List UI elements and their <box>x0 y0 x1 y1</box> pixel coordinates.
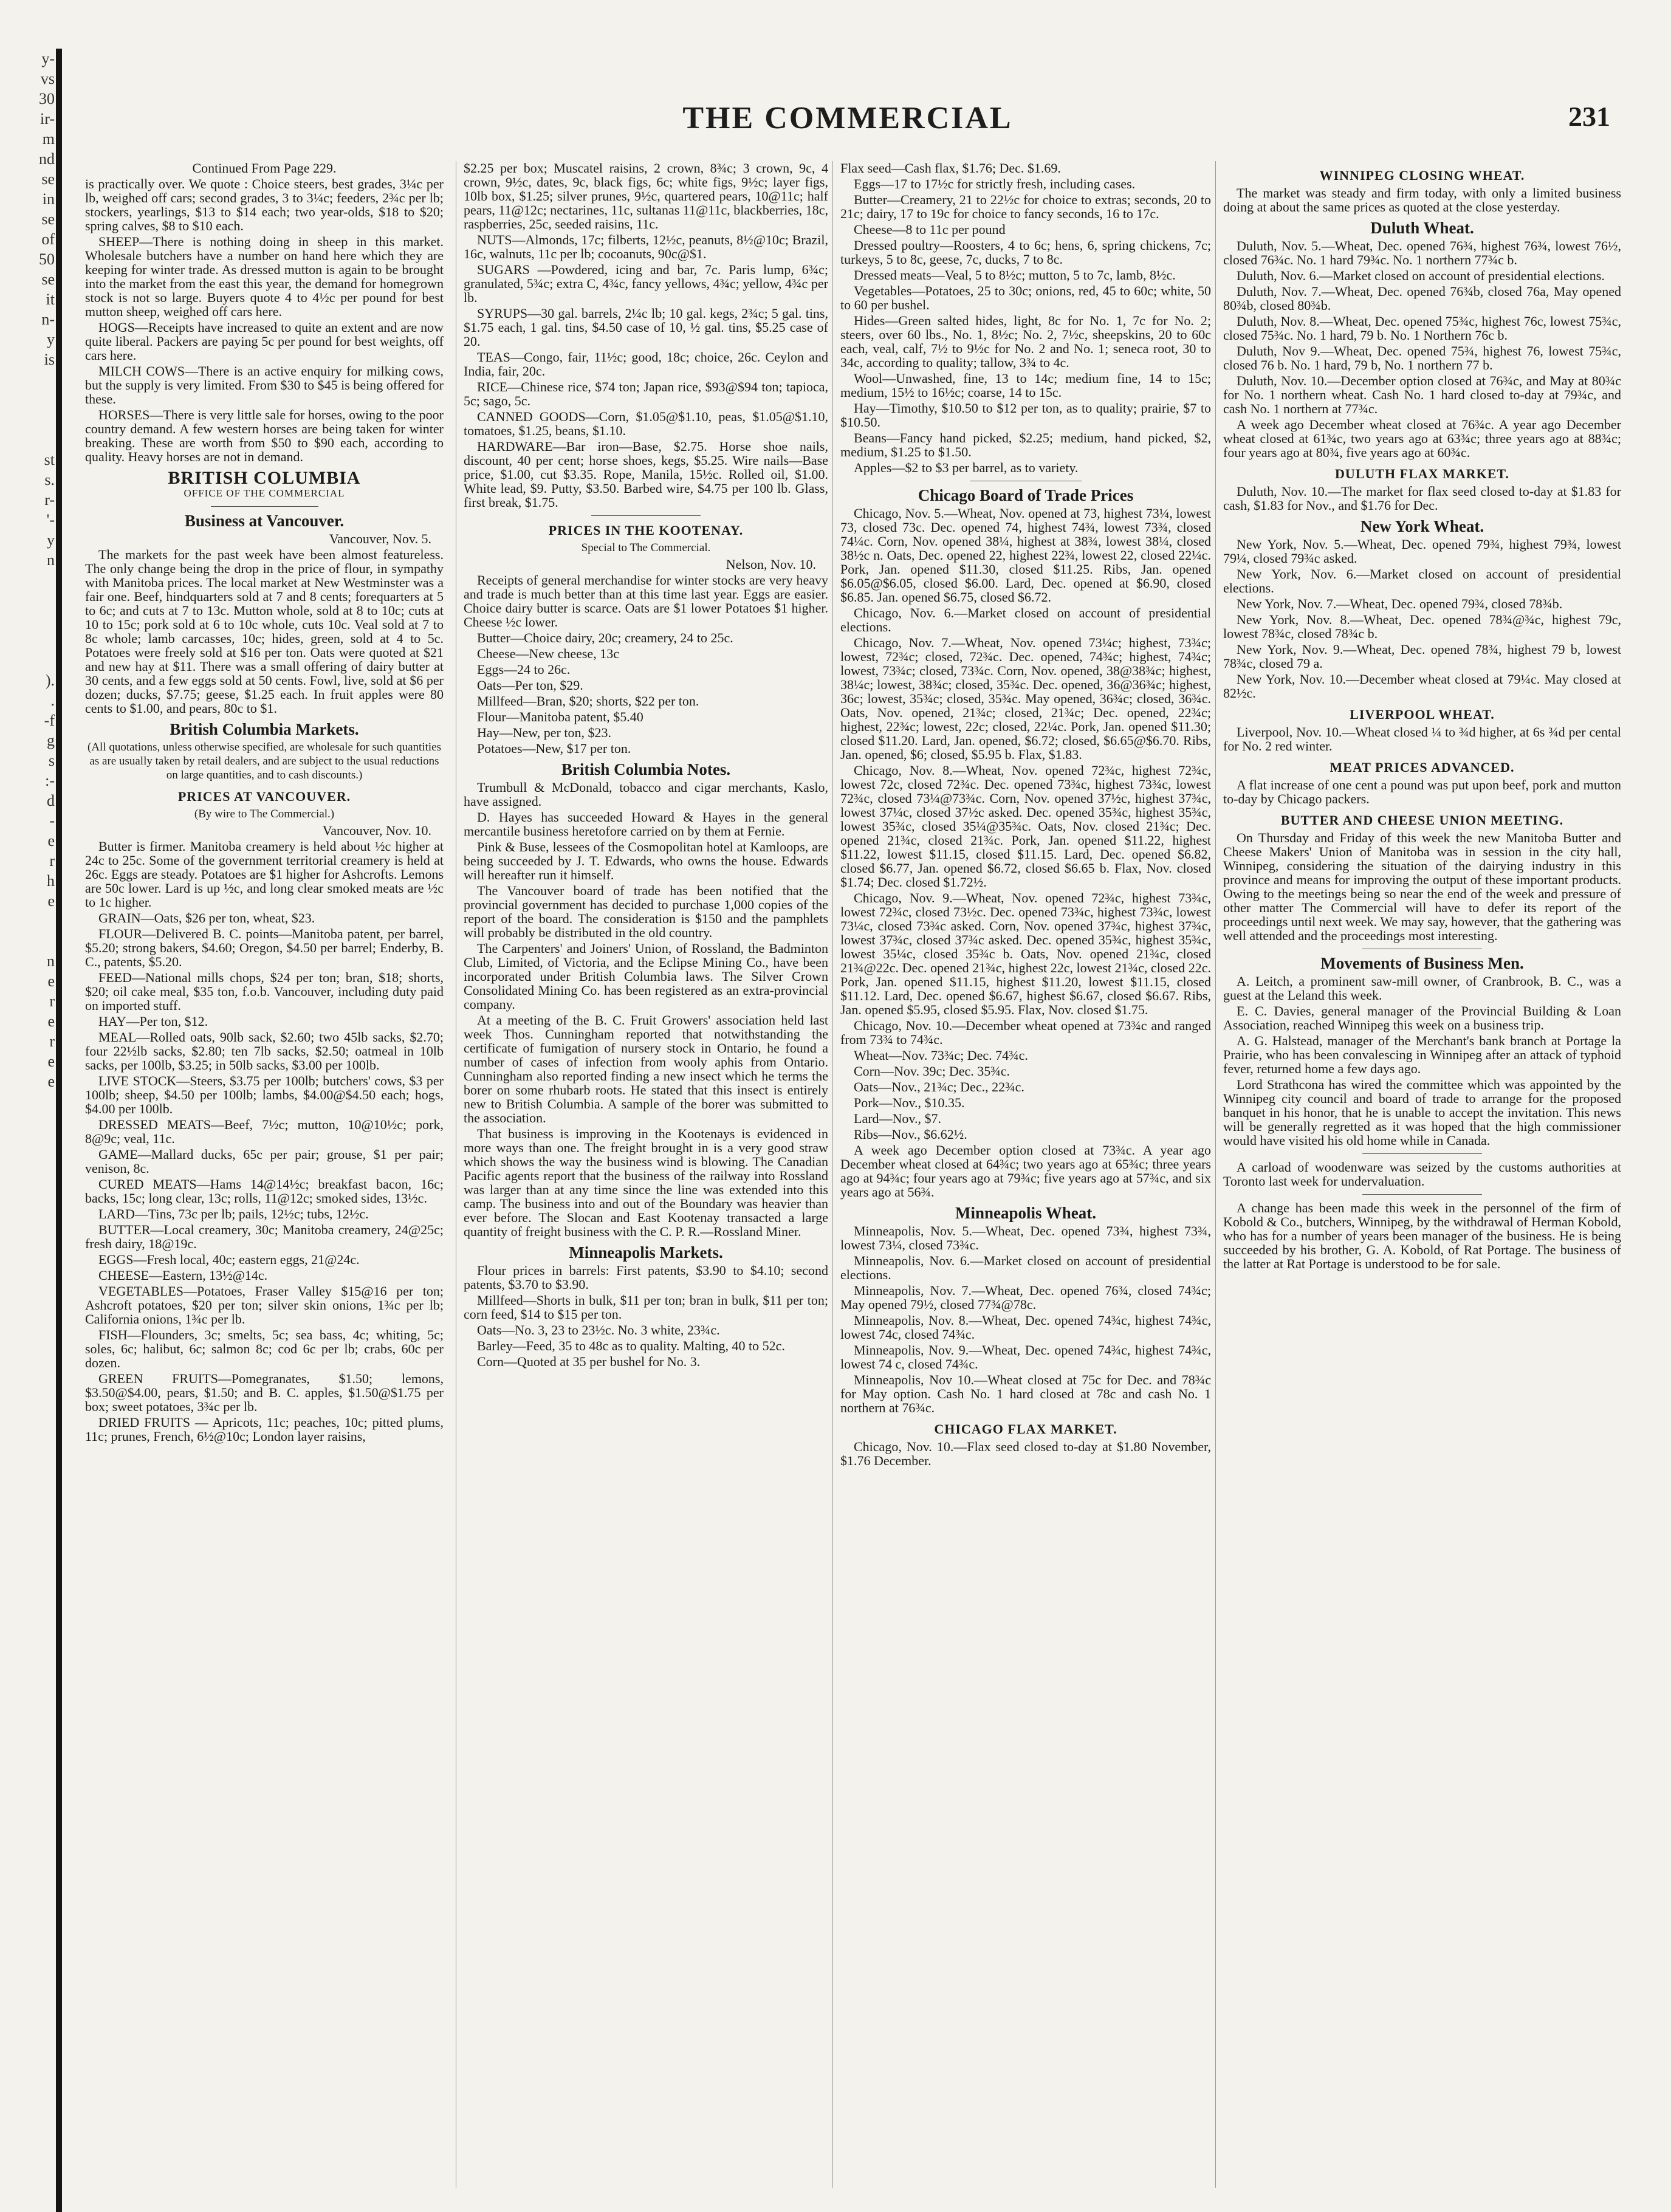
paragraph: A. G. Halstead, manager of the Merchant's bank branch at Portage la Prairie, who has been convalescing in Winnipeg after an attack of typhoid fever, returned home a few days ago. <box>1223 1033 1621 1076</box>
market-report: Chicago, Nov. 6.—Market closed on account of presidential elections. <box>840 605 1211 634</box>
price-entry: NUTS—Almonds, 17c; filberts, 12½c, peanuts, 8½@10c; Brazil, 16c, walnuts, 11c per lb; cocoanuts, 90c@$1. <box>464 232 828 261</box>
market-report: Minneapolis, Nov. 6.—Market closed on account of presidential elections. <box>840 1253 1211 1282</box>
price-entry: HAY—Per ton, $12. <box>98 1014 208 1029</box>
price-entry: CURED MEATS—Hams 14@14½c; breakfast bacon, 16c; backs, 15c; long clear, 13c; rolls, 11@12c; smoked sides, 13½c. <box>85 1176 444 1206</box>
price-entry: Eggs—17 to 17½c for strictly fresh, including cases. <box>854 176 1136 191</box>
market-report: Duluth, Nov. 7.—Wheat, Dec. opened 76¾b, closed 76a, May opened 80¾b, closed 80¾b. <box>1223 284 1621 313</box>
dateline: Vancouver, Nov. 10. <box>322 823 431 838</box>
price-entry: EGGS—Fresh local, 40c; eastern eggs, 21@24c. <box>98 1252 360 1267</box>
paragraph: That business is improving in the Kootenays is evidenced in more ways than one. The freight brought in is a very good straw which shows the way the business wind is blowing. The Canadian Pacific agents report that the business of the railway into Rossland was larger than at any time since the line was extended into this camp. The business into and out of the Boundary was heavier than ever before. The Slocan and East Kootenay transacted a large quantity of freight business with the C. P. R.—Rossland Miner. <box>464 1126 828 1239</box>
divider <box>1362 1153 1482 1154</box>
article-heading: WINNIPEG CLOSING WHEAT. <box>1319 168 1525 183</box>
paragraph: is practically over. We quote : Choice steers, best grades, 3¼c per lb, weighed off cars; second grades, 3 to 3¼c; feeders, 2¾c per lb; stockers, yearlings, $13 to $14 each; two year-olds, $18 to $20; spring calves, $8 to $10 each. <box>85 176 444 233</box>
price-entry: SUGARS —Powdered, icing and bar, 7c. Paris lump, 6¾c; granulated, 5¾c; extra C, 4¾c, fancy yellows, 4¾c; yellow, 4¾c per lb. <box>464 262 828 305</box>
paragraph: Barley—Feed, 35 to 48c as to quality. Malting, 40 to 52c. <box>477 1338 785 1353</box>
price-entry: Potatoes—New, $17 per ton. <box>477 741 631 756</box>
market-report: Minneapolis, Nov. 7.—Wheat, Dec. opened 76¾, closed 74¾c; May opened 79½, closed 77¾@78c. <box>840 1283 1211 1312</box>
article-heading: Movements of Business Men. <box>1320 954 1524 972</box>
paragraph: At a meeting of the B. C. Fruit Growers' association held last week Thos. Cunningham reported that notwithstanding the certificate of fumigation of nursery stock in Ontario, he found a number of cases of infection from wooly aphis from Ontario. Cunningham also reported finding a new insect which he terms the borer on some rhubarb roots. He stated that this insect is entirely new to British Columbia. A sample of the borer was submitted to the association. <box>464 1012 828 1125</box>
market-report: A week ago December wheat closed at 76¾c. A year ago December wheat closed at 61¾c, two years ago at 63¾c; three years ago at 88¾c; four years ago at 80¾, five years ago at 60¾c. <box>1223 417 1621 460</box>
price-entry: Pork—Nov., $10.35. <box>854 1095 965 1110</box>
price-entry: Ribs—Nov., $6.62½. <box>854 1127 967 1142</box>
price-entry: LIVE STOCK—Steers, $3.75 per 100lb; butchers' cows, $3 per 100lb; sheep, $4.50 per 100lb; lambs, $4.00@$4.50 each; hogs, $4.00 per 100lb. <box>85 1073 444 1116</box>
paragraph: Receipts of general merchandise for winter stocks are very heavy and trade is much better than at this time last year. Eggs are easier. Choice dairy butter is scarce. Oats are $1 lower Potatoes $1 higher. Cheese ½c lower. <box>464 572 828 630</box>
market-report: A week ago December option closed at 73¾c. A year ago December wheat closed at 64¾c; two years ago at 65¾c; three years ago at 94¾c; four years ago at 79¾c; five years ago at 57¾c, and six years ago at 56¾. <box>840 1142 1211 1200</box>
market-report: Duluth, Nov. 8.—Wheat, Dec. opened 75¾c, highest 76c, lowest 75¾c, closed 75¾c. No. 1 hard, 79 b. No. 1 Northern 76c b. <box>1223 314 1621 343</box>
article-heading: PRICES AT VANCOUVER. <box>177 789 351 804</box>
price-entry: TEAS—Congo, fair, 11½c; good, 18c; choice, 26c. Ceylon and India, fair, 20c. <box>464 349 828 379</box>
article-heading: BUTTER AND CHEESE UNION MEETING. <box>1280 812 1564 828</box>
price-entry: $2.25 per box; Muscatel raisins, 2 crown, 8¾c; 3 crown, 9c, 4 crown, 9½c, dates, 9c, black figs, 6c; white figs, 9½c; layer figs, 10lb box, $1.25; silver prunes, 9½c, quartered pears, 10@11c; half pears, 11@12c; nectarines, 11c, sultanas 11@11c, blackberries, 18c, raspberries, 25c, seeded raisins, 11c. <box>464 161 828 232</box>
special-note: Special to The Commercial. <box>581 541 711 554</box>
price-entry: Flax seed—Cash flax, $1.76; Dec. $1.69. <box>840 161 1061 176</box>
market-report: Duluth, Nov. 10.—December option closed at 76¾c, and May at 80¾c for No. 1 northern wheat. Cash No. 1 hard closed to-day at 79¾c, and cash No. 1 northern at 77¾c. <box>1223 373 1621 416</box>
price-entry: Hay—Timothy, $10.50 to $12 per ton, as to quality; prairie, $7 to $10.50. <box>840 400 1211 430</box>
market-report: Chicago, Nov. 5.—Wheat, Nov. opened at 73, highest 73¼, lowest 73, closed 73c. Dec. opened 74, highest 74¾, lowest 73¾, closed 74¼c. Corn, Nov. opened 38¼, highest at 38¾, lowest 38¼, closed 38½c n. Oats, Dec. opened 22, highest 22¾, lowest 22, closed 22¼c. Pork, Jan. opened $11.30, closed $11.25. Ribs, Jan. opened $6.05@$6.05, closed $6.00. Lard, Dec. opened at $6.90, closed $6.85. Jan. opened $6.75, closed $6.72. <box>840 506 1211 605</box>
price-entry: Cheese—8 to 11c per pound <box>854 222 1006 237</box>
market-report: New York, Nov. 6.—Market closed on account of presidential elections. <box>1223 566 1621 596</box>
price-entry: Hides—Green salted hides, light, 8c for No. 1, 7c for No. 2; steers, over 60 lbs., No. 1, 8½c; No. 2, 7½c, sheepskins, 20 to 60c each, veal, calf, 7½ to 9½c for No. 2 and No. 1; seneca root, 30 to 34c, according to quality; tallow, 3¾ to 4c. <box>840 313 1211 370</box>
article-heading: Duluth Wheat. <box>1370 219 1474 237</box>
market-report: Minneapolis, Nov 10.—Wheat closed at 75c for Dec. and 78¾c for May option. Cash No. 1 hard closed at 78c and cash No. 1 northern at 76¾c. <box>840 1372 1211 1415</box>
price-entry: Cheese—New cheese, 13c <box>477 646 619 661</box>
market-report: Chicago, Nov. 10.—Flax seed closed to-day at $1.80 November, $1.76 December. <box>840 1439 1211 1468</box>
article-heading: British Columbia Notes. <box>561 760 731 778</box>
paragraph: Butter is firmer. Manitoba creamery is held about ½c higher at 24c to 25c. Some of the government territorial creamery is held at 26c. Eggs are steady. Potatoes are $1 higher for Ashcrofts. Lemons are 50c lower. Lard is up ½c, and long clear smoked meats are ½c to 1c higher. <box>85 839 444 910</box>
price-entry: HARDWARE—Bar iron—Base, $2.75. Horse shoe nails, discount, 40 per cent; horse shoes, kegs, $5.25. Wire nails—Base price, $1.00, cut $3.35. Rope, Manila, 15½c. Rolled oil, $1.00. White lead, $9. Putty, $3.50. Barbed wire, $4.75 per 100 lb. Glass, first break, $1.75. <box>464 439 828 510</box>
price-entry: Hay—New, per ton, $23. <box>477 725 611 740</box>
paragraph: A flat increase of one cent a pound was put upon beef, pork and mutton to-day by Chicago packers. <box>1223 777 1621 806</box>
price-entry: CANNED GOODS—Corn, $1.05@$1.10, peas, $1.05@$1.10, tomatoes, $1.25, beans, $1.10. <box>464 409 828 438</box>
price-entry: Oats—Per ton, $29. <box>477 678 583 693</box>
price-entry: LARD—Tins, 73c per lb; pails, 12½c; tubs, 12½c. <box>98 1206 369 1221</box>
paragraph: E. C. Davies, general manager of the Provincial Building & Loan Association, reached Winnipeg this week on a business trip. <box>1223 1003 1621 1032</box>
market-report: Duluth, Nov 9.—Wheat, Dec. opened 75¾, highest 76, lowest 75¾c, closed 76 b. No. 1 hard, 79 b, No. 1 northern 77 b. <box>1223 343 1621 373</box>
market-report: Liverpool, Nov. 10.—Wheat closed ¼ to ¾d higher, at 6s ¾d per cental for No. 2 red winter. <box>1223 724 1621 754</box>
column-3 <box>832 161 1211 2188</box>
dateline: Vancouver, Nov. 5. <box>329 531 431 546</box>
price-entry: Flour—Manitoba patent, $5.40 <box>477 709 643 724</box>
continued-note: Continued From Page 229. <box>192 161 337 176</box>
paragraph: Flour prices in barrels: First patents, $3.90 to $4.10; second patents, $3.70 to $3.90. <box>464 1263 828 1292</box>
left-margin-fragments: y- vs 30 ir- m nd se in se of 50 se it n- y is st s. r- '- y n ). . -f g s :- d - e r h e n e r e r e e <box>39 50 55 1090</box>
price-entry: Dressed meats—Veal, 5 to 8½c; mutton, 5 to 7c, lamb, 8½c. <box>854 267 1176 283</box>
article-heading: Minneapolis Markets. <box>569 1243 723 1262</box>
page-header <box>67 94 1628 149</box>
price-entry: RICE—Chinese rice, $74 ton; Japan rice, $93@$94 ton; tapioca, 5c; sago, 5c. <box>464 379 828 408</box>
paragraph: HORSES—There is very little sale for horses, owing to the poor country demand. A few western horses are being taken for winter breaking. These are worth from $50 to $90 each, according to quality. Heavy horses are not in demand. <box>85 407 444 464</box>
market-report: Chicago, Nov. 8.—Wheat, Nov. opened 72¾c, highest 72¾c, lowest 72c, closed 72¾c. Dec. opened 73¾c, highest 73¾c, lowest 72¾c, closed 73¼@73¾c. Corn, Nov. opened 37½c, highest 37¾c, lowest 37¼c, closed 37½c asked. Dec. opened 35¾c, highest 35¾c, lowest 35¾c, closed 35¼@35¾c. Oats, Nov. closed 21¾c; Dec. opened 21¾c, closed 21¾c. Pork, Jan. opened $11.22, highest $11.22, lowest $11.15, closed $11.15. Lard, Dec. opened $6.82, closed $6.77, Jan. opened $6.72, closed $6.65 b. Flax, Nov. closed $1.74; Dec. closed $1.72½. <box>840 763 1211 890</box>
market-report: Chicago, Nov. 7.—Wheat, Nov. opened 73¼c; highest, 73¾c; lowest, 72¾c; closed, 72¾c. Dec. opened, 74¾c; highest, 74¾c; lowest, 73¾c; closed, 73¾c. Corn, Nov. opened, 38@38¾c; highest, 38¼c; lowest, 38¾c; closed, 35¾c. Dec. opened, 36@36¾c; highest, 36c; lowest, 35¾c; closed, 35¾c. May opened, 36¾c; closed, 36¾c. Oats, Nov. opened, 21¾c; closed, 21¾c; Dec. opened, 22¾c; highest, 22¾c; lowest, 22c; closed, 22¼c. Pork, Jan. opened $11.30; closed $11.20. Lard, Jan. opened, $6.72; closed, $6.65@$6.70. Ribs, Jan. opened, $6; closed, $5.95 b. Flax, $1.83. <box>840 635 1211 762</box>
article-heading: DULUTH FLAX MARKET. <box>1335 466 1509 481</box>
divider <box>1362 1194 1482 1195</box>
article-heading: PRICES IN THE KOOTENAY. <box>548 523 744 538</box>
price-entry: FEED—National mills chops, $24 per ton; bran, $18; shorts, $20; oil cake meal, $35 ton, f.o.b. Vancouver, including duty paid on imported stuff. <box>85 970 444 1013</box>
price-entry: Butter—Creamery, 21 to 22½c for choice to extras; seconds, 20 to 21c; dairy, 17 to 19c for choice to fancy seconds, 16 to 17c. <box>840 192 1211 221</box>
paragraph: On Thursday and Friday of this week the new Manitoba Butter and Cheese Makers' Union of Manitoba was in session in the city hall, Winnipeg, considering the situation of the dairying industry in this province and means for improving the output of these important products. Owing to the meetings being so near the end of the week and pressure of other matter The Commercial will have to defer its report of the proceedings until next week. We may say, however, that the gathering was well attended and the proceedings most interesting. <box>1223 830 1621 943</box>
newspaper-title: THE COMMERCIAL <box>682 101 1013 136</box>
page-number: 231 <box>1568 101 1610 132</box>
price-entry: GAME—Mallard ducks, 65c per pair; grouse, $1 per pair; venison, 8c. <box>85 1147 444 1176</box>
market-report: Duluth, Nov. 10.—The market for flax seed closed to-day at $1.83 for cash, $1.83 for Nov., and $1.76 for Dec. <box>1223 484 1621 513</box>
price-entry: Corn—Nov. 39c; Dec. 35¾c. <box>854 1063 1010 1079</box>
paragraph: D. Hayes has succeeded Howard & Hayes in the general mercantile business heretofore carried on by them at Fernie. <box>464 809 828 839</box>
price-entry: DRIED FRUITS — Apricots, 11c; peaches, 10c; pitted plums, 11c; prunes, French, 6½@10c; London layer raisins, <box>85 1415 444 1444</box>
article-heading: Minneapolis Wheat. <box>955 1204 1097 1222</box>
paragraph: Trumbull & McDonald, tobacco and cigar merchants, Kaslo, have assigned. <box>464 780 828 809</box>
wire-note: (By wire to The Commercial.) <box>194 808 335 820</box>
market-report: Chicago, Nov. 9.—Wheat, Nov. opened 72¾c, highest 73¾c, lowest 72¾c, closed 73½c. Dec. opened 73¾c, highest 73¾c, lowest 73¼c, closed 73¾c asked. Corn, Nov. opened 37¾c, highest 37¾c, lowest 37¾c, closed 37¾c asked. Dec. opened 35¾c, highest 35¾c, lowest 35¼c, closed 35¾c b. Oats, Nov. opened 21¾c, closed 21¾@22c. Dec. opened 21¾c, highest 22c, lowest 21¾c, closed 22c. Pork, Jan. opened $11.15, highest $11.20, lowest $11.15, closed $11.12. Lard, Dec. opened $6.67, highest $6.67, closed $6.67. Ribs, Jan. opened $5.95, closed $5.95. Flax, Nov. closed $1.75. <box>840 890 1211 1017</box>
price-entry: Wheat—Nov. 73¾c; Dec. 74¾c. <box>854 1048 1028 1063</box>
price-entry: Wool—Unwashed, fine, 13 to 14c; medium fine, 14 to 15c; medium, 15½ to 16½c; coarse, 14 to 15c. <box>840 371 1211 400</box>
market-report: New York, Nov. 10.—December wheat closed at 79¼c. May closed at 82½c. <box>1223 672 1621 701</box>
section-heading: BRITISH COLUMBIA <box>168 468 361 488</box>
paragraph: Oats—No. 3, 23 to 23½c. No. 3 white, 23¾c. <box>477 1322 720 1338</box>
market-report: New York, Nov. 7.—Wheat, Dec. opened 79¾, closed 78¾b. <box>1237 596 1563 611</box>
price-entry: SYRUPS—30 gal. barrels, 2¼c lb; 10 gal. kegs, 2¾c; 5 gal. tins, $1.75 each, 1 gal. tins, $4.50 case of 10, ½ gal. tins, $5.25 case of 20. <box>464 306 828 349</box>
paragraph: A carload of woodenware was seized by the customs authorities at Toronto last week for undervaluation. <box>1223 1159 1621 1189</box>
paragraph: HOGS—Receipts have increased to quite an extent and are now quite liberal. Packers are paying 5c per pound for best weights, off cars here. <box>85 320 444 363</box>
paragraph: MILCH COWS—There is an active enquiry for milking cows, but the supply is very limited. From $30 to $45 is being offered for these. <box>85 363 444 407</box>
paragraph: The markets for the past week have been almost featureless. The only change being the drop in the price of flour, in sympathy with Manitoba prices. The local market at New Westminster was a fair one. Beef, hindquarters sold at 7 and 8 cents; forequarters at 5 to 6c; and cuts at 7 to 13c. Mutton whole, sold at 8 to 10c; cuts at 10 to 15c; pork sold at 6 to 10c whole, cuts 10c. Veal sold at 7 to 8c whole; lamb carcasses, 10c; hides, green, sold at 4 to 5c. Potatoes were freely sold at $16 per ton. Oats were quoted at $21 and new hay at $11. There was a small offering of dairy butter at 30 cents, and a few eggs sold at 50 cents. Fowl, live, sold at $6 per dozen; ducks, $7.75; geese, $1.25 each. In fruit apples were 80 cents to $1.00, and pears, 80c to $1. <box>85 547 444 716</box>
price-entry: Lard—Nov., $7. <box>854 1111 941 1126</box>
binding-edge <box>56 49 62 2212</box>
article-heading: Chicago Board of Trade Prices <box>918 486 1134 504</box>
paragraph: The market was steady and firm today, with only a limited business doing at about the same prices as quoted at the close yesterday. <box>1223 185 1621 215</box>
article-heading: CHICAGO FLAX MARKET. <box>934 1421 1117 1437</box>
divider <box>591 515 701 516</box>
divider <box>211 506 318 507</box>
paragraph: Lord Strathcona has wired the committee which was appointed by the Winnipeg city council and board of trade to arrange for the proposed banquet in his honor, that he is unable to accept the invitation. This news will be generally regretted as it was hoped that the high commissioner would have visited his old home while in Canada. <box>1223 1077 1621 1148</box>
section-subheading: OFFICE OF THE COMMERCIAL <box>184 487 345 499</box>
market-report: Duluth, Nov. 5.—Wheat, Dec. opened 76¾, highest 76¾, lowest 76½, closed 76¾c. No. 1 hard 79¾c. No. 1 northern 77¾c b. <box>1223 238 1621 267</box>
market-report: Minneapolis, Nov. 8.—Wheat, Dec. opened 74¾c, highest 74¾c, lowest 74c, closed 74¾c. <box>840 1313 1211 1342</box>
market-report: Minneapolis, Nov. 5.—Wheat, Dec. opened 73¾, highest 73¾, lowest 73¼, closed 73¾c. <box>840 1223 1211 1252</box>
article-heading: LIVERPOOL WHEAT. <box>1350 707 1495 722</box>
paragraph: A change has been made this week in the personnel of the firm of Kobold & Co., butchers, Winnipeg, by the withdrawal of Herman Kobold, who has for a number of years been manager of the business. He is being succeeded by his brother, G. A. Kobold, of Rat Portage. The business of the latter at Rat Portage is understood to be for sale. <box>1223 1200 1621 1271</box>
paragraph: Corn—Quoted at 35 per bushel for No. 3. <box>477 1354 701 1369</box>
article-heading: British Columbia Markets. <box>170 720 359 738</box>
dateline: Nelson, Nov. 10. <box>726 557 816 572</box>
market-report: New York, Nov. 8.—Wheat, Dec. opened 78¾@¾c, highest 79c, lowest 78¾c, closed 78¾c b. <box>1223 612 1621 641</box>
market-report: Duluth, Nov. 6.—Market closed on account of presidential elections. <box>1237 268 1605 283</box>
price-entry: FLOUR—Delivered B. C. points—Manitoba patent, per barrel, $5.20; strong bakers, $4.60; Oregon, $4.50 per barrel; Enderby, B. C., patents, $5.20. <box>85 926 444 969</box>
market-report: Minneapolis, Nov. 9.—Wheat, Dec. opened 74¾c, highest 74¾c, lowest 74 c, closed 74¾c. <box>840 1342 1211 1372</box>
price-entry: VEGETABLES—Potatoes, Fraser Valley $15@16 per ton; Ashcroft potatoes, $20 per ton; silver skin onions, 1¾c per lb; California onions, 1¾c per lb. <box>85 1283 444 1327</box>
paragraph: The Vancouver board of trade has been notified that the provincial government has decided to purchase 1,000 copies of the report of the board. The consideration is $150 and the pamphlets will probably be distributed in the old country. <box>464 883 828 940</box>
price-entry: FISH—Flounders, 3c; smelts, 5c; sea bass, 4c; whiting, 5c; soles, 6c; halibut, 6c; salmon 8c; cod 6c per lb; crabs, 60c per dozen. <box>85 1327 444 1370</box>
price-entry: Butter—Choice dairy, 20c; creamery, 24 to 25c. <box>477 630 733 645</box>
paragraph: Millfeed—Shorts in bulk, $11 per ton; bran in bulk, $11 per ton; corn feed, $14 to $15 per ton. <box>464 1293 828 1322</box>
price-entry: BUTTER—Local creamery, 30c; Manitoba creamery, 24@25c; fresh dairy, 18@19c. <box>85 1222 444 1251</box>
article-heading: New York Wheat. <box>1360 517 1484 535</box>
paragraph: A. Leitch, a prominent saw-mill owner, of Cranbrook, B. C., was a guest at the Leland this week. <box>1223 974 1621 1003</box>
paragraph: The Carpenters' and Joiners' Union, of Rossland, the Badminton Club, Limited, of Victoria, and the Eclipse Mining Co., have been incorporated under British Columbia laws. The Silver Crown Consolidated Mining Co. has been registered as an extra-provincial company. <box>464 941 828 1012</box>
price-entry: MEAL—Rolled oats, 90lb sack, $2.60; two 45lb sacks, $2.70; four 22½lb sacks, $2.80; ten 7lb sacks, $2.50; oatmeal in 10lb sacks, per 100lb, $3.25; in 50lb sacks, $3.00 per 100lb. <box>85 1029 444 1073</box>
price-entry: Oats—Nov., 21¾c; Dec., 22¾c. <box>854 1079 1024 1094</box>
article-heading: MEAT PRICES ADVANCED. <box>1330 760 1515 775</box>
market-report: New York, Nov. 5.—Wheat, Dec. opened 79¾, highest 79¾, lowest 79¼, closed 79¾c asked. <box>1223 537 1621 566</box>
price-entry: Apples—$2 to $3 per barrel, as to variety. <box>854 460 1079 475</box>
paragraph: Pink & Buse, lessees of the Cosmopolitan hotel at Kamloops, are being succeeded by J. T. Edwards, who owns the house. Edwards will hereafter run it himself. <box>464 839 828 882</box>
market-report: New York, Nov. 9.—Wheat, Dec. opened 78¾, highest 79 b, lowest 78¾c, closed 79 a. <box>1223 642 1621 671</box>
price-entry: CHEESE—Eastern, 13½@14c. <box>98 1268 268 1283</box>
price-entry: Dressed poultry—Roosters, 4 to 6c; hens, 6, spring chickens, 7c; turkeys, 5 to 8c, geese, 7c, ducks, 7 to 8c. <box>840 238 1211 267</box>
note: (All quotations, unless otherwise specified, are wholesale for such quantities as are usually taken by retail dealers, and are subject to the usual reductions on large quantities, and to cash discounts.) <box>87 741 441 781</box>
column-2 <box>456 161 828 2188</box>
price-entry: Beans—Fancy hand picked, $2.25; medium, hand picked, $2, medium, $1.25 to $1.50. <box>840 430 1211 459</box>
paragraph: SHEEP—There is nothing doing in sheep in this market. Wholesale butchers have a number on hand here which they are keeping for winter trade. As dressed mutton is again to be brought into the market from the east this year, the demand for homegrown stock is not so large. Buyers quote 4 to 4½c per pound for best mutton sheep, weighed off cars here. <box>85 234 444 319</box>
price-entry: DRESSED MEATS—Beef, 7½c; mutton, 10@10½c; pork, 8@9c; veal, 11c. <box>85 1117 444 1146</box>
column-4 <box>1215 161 1621 2188</box>
price-entry: Vegetables—Potatoes, 25 to 30c; onions, red, 45 to 60c; white, 50 to 60 per bushel. <box>840 283 1211 312</box>
price-entry: Eggs—24 to 26c. <box>477 662 571 677</box>
article-heading: Business at Vancouver. <box>184 512 345 530</box>
market-report: Chicago, Nov. 10.—December wheat opened at 73¾c and ranged from 73¾ to 74¾c. <box>840 1018 1211 1047</box>
price-entry: Millfeed—Bran, $20; shorts, $22 per ton. <box>477 693 699 709</box>
price-entry: GRAIN—Oats, $26 per ton, wheat, $23. <box>98 910 315 926</box>
column-1 <box>85 161 444 2188</box>
price-entry: GREEN FRUITS—Pomegranates, $1.50; lemons, $3.50@$4.00, pears, $1.50; and B. C. apples, $1.50@$1.75 per box; sweet potatoes, 3¾c per lb. <box>85 1371 444 1414</box>
